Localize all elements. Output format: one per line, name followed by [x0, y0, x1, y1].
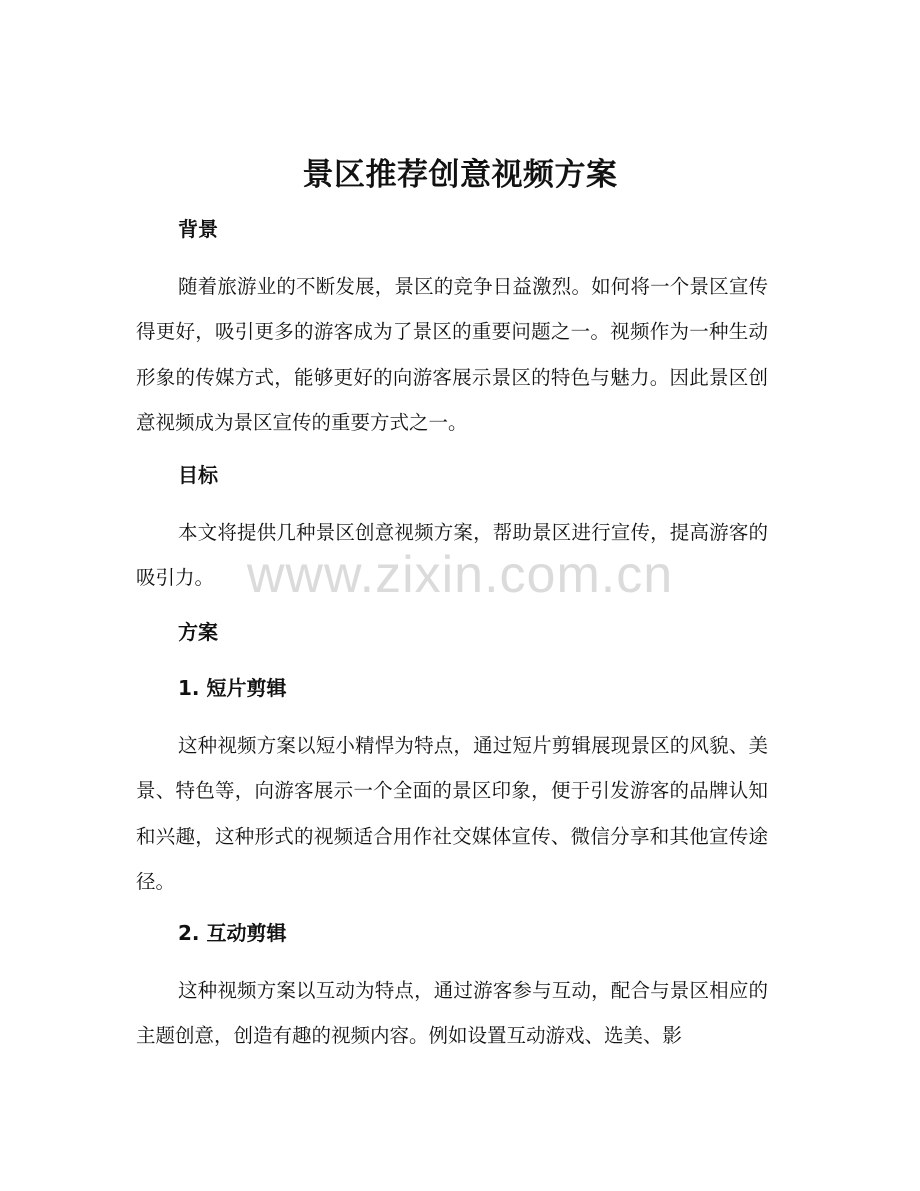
section-heading-plan-2: 2. 互动剪辑 [178, 921, 287, 945]
watermark: www.zixin.com.cn [246, 546, 674, 604]
section-heading-background: 背景 [178, 217, 218, 241]
section-heading-goal: 目标 [178, 463, 218, 487]
paragraph-plan-1: 这种视频方案以短小精悍为特点，通过短片剪辑展现景区的风貌、美景、特色等，向游客展示一个全面的景区印象，便于引发游客的品牌认知和兴趣，这种形式的视频适合用作社交媒体宣传、微信分享和其他宣传途径。 [136, 734, 768, 893]
section-heading-plan-1: 1. 短片剪辑 [178, 676, 287, 700]
paragraph-goal: 本文将提供几种景区创意视频方案，帮助景区进行宣传，提高游客的吸引力。 [136, 521, 768, 590]
paragraph-background: 随着旅游业的不断发展，景区的竞争日益激烈。如何将一个景区宣传得更好，吸引更多的游客成为了景区的重要问题之一。视频作为一种生动形象的传媒方式，能够更好的向游客展示景区的特色与魅力。因此景区创意视频成为景区宣传的重要方式之一。 [136, 275, 768, 434]
document-title: 景区推荐创意视频方案 [302, 157, 618, 193]
section-heading-plan: 方案 [178, 620, 218, 644]
paragraph-plan-2: 这种视频方案以互动为特点，通过游客参与互动，配合与景区相应的主题创意，创造有趣的视频内容。例如设置互动游戏、选美、影 [136, 979, 768, 1048]
